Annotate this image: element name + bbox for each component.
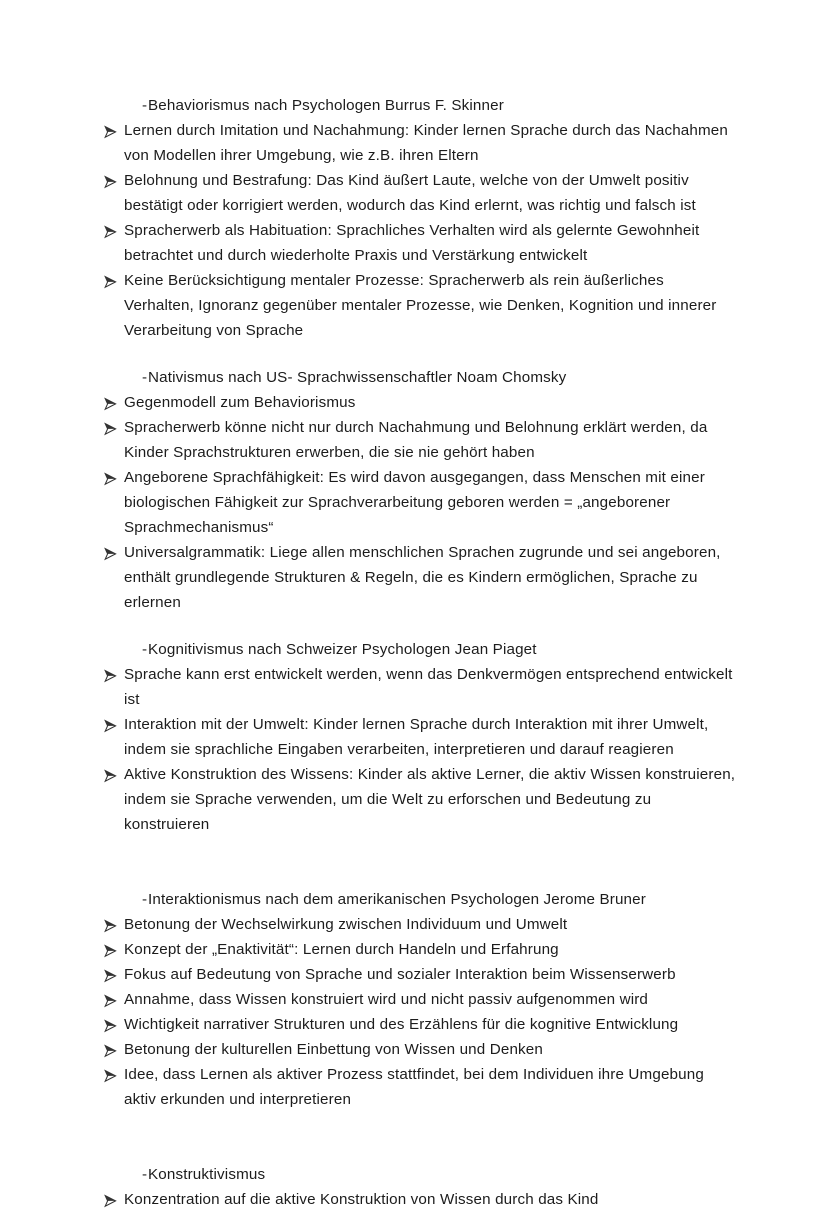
list-item-text: Konzentration auf die aktive Konstruktion von Wissen durch das Kind [124, 1191, 599, 1208]
arrowhead-bullet-icon [96, 269, 124, 288]
hyphen-bullet-icon: - [142, 97, 148, 114]
list-item-text: Idee, dass Lernen als aktiver Prozess stattfindet, bei dem Individuen ihre Umgebung aktiv erkunden und interpretieren [124, 1066, 704, 1108]
hyphen-bullet-icon: - [142, 1166, 148, 1183]
list-item-text: Interaktion mit der Umwelt: Kinder lernen Sprache durch Interaktion mit ihrer Umwelt, indem sie sprachliche Eingaben verarbeiten, interpretieren und darauf reagieren [124, 716, 709, 758]
list-item-text: Universalgrammatik: Liege allen menschlichen Sprachen zugrunde und sei angeboren, enthält grundlegende Strukturen & Regeln, die es Kindern ermöglichen, Sprache zu erlernen [124, 544, 721, 611]
list-item-text: Belohnung und Bestrafung: Das Kind äußert Laute, welche von der Umwelt positiv bestätigt oder korrigiert werden, wodurch das Kind erlernt, was richtig und falsch ist [124, 172, 696, 214]
section-heading-label: Konstruktivismus [148, 1166, 266, 1183]
list-item [96, 962, 736, 987]
arrowhead-bullet-icon [96, 466, 124, 485]
bullet-list-nativismus [96, 390, 736, 615]
section-heading-label: Kognitivismus nach Schweizer Psychologen Jean Piaget [148, 641, 537, 658]
list-item-text: Aktive Konstruktion des Wissens: Kinder als aktive Lerner, die aktiv Wissen konstruieren, indem sie Sprache verwenden, um die Welt zu erforschen und Bedeutung zu konstruieren [124, 766, 736, 833]
arrowhead-bullet-icon [96, 119, 124, 138]
list-item [96, 465, 736, 540]
section-heading-konstruktivismus [96, 1162, 736, 1187]
section-heading-kognitivismus [96, 637, 736, 662]
hyphen-bullet-icon: - [142, 369, 148, 386]
list-item-text: Keine Berücksichtigung mentaler Prozesse: Spracherwerb als rein äußerliches Verhalten, Ignoranz gegenüber mentaler Prozesse, wie Denken, Kognition und innerer Verarbeitung von Sprache [124, 272, 717, 339]
bullet-list-konstruktivismus [96, 1187, 736, 1212]
list-item [96, 912, 736, 937]
list-item-text: Betonung der Wechselwirkung zwischen Individuum und Umwelt [124, 916, 568, 933]
section-kognitivismus [96, 637, 736, 837]
list-item-text: Annahme, dass Wissen konstruiert wird und nicht passiv aufgenommen wird [124, 991, 649, 1008]
arrowhead-bullet-icon [96, 1063, 124, 1082]
section-heading-behaviorismus [96, 93, 736, 118]
list-item-text: Gegenmodell zum Behaviorismus [124, 394, 356, 411]
list-item [96, 390, 736, 415]
arrowhead-bullet-icon [96, 763, 124, 782]
list-item [96, 987, 736, 1012]
section-heading-interaktionismus [96, 887, 736, 912]
arrowhead-bullet-icon [96, 938, 124, 957]
bullet-list-behaviorismus [96, 118, 736, 343]
arrowhead-bullet-icon [96, 219, 124, 238]
list-item-text: Sprache kann erst entwickelt werden, wenn das Denkvermögen entsprechend entwickelt ist [124, 666, 733, 708]
list-item [96, 168, 736, 218]
list-item [96, 1037, 736, 1062]
list-item [96, 662, 736, 712]
bullet-list-kognitivismus [96, 662, 736, 837]
arrowhead-bullet-icon [96, 988, 124, 1007]
list-item-text: Konzept der „Enaktivität“: Lernen durch Handeln und Erfahrung [124, 941, 559, 958]
arrowhead-bullet-icon [96, 541, 124, 560]
hyphen-bullet-icon: - [142, 641, 148, 658]
arrowhead-bullet-icon [96, 169, 124, 188]
list-item-text: Lernen durch Imitation und Nachahmung: Kinder lernen Sprache durch das Nachahmen von Modellen ihrer Umgebung, wie z.B. ihren Eltern [124, 122, 728, 164]
list-item-text: Fokus auf Bedeutung von Sprache und sozialer Interaktion beim Wissenserwerb [124, 966, 676, 983]
bullet-list-interaktionismus [96, 912, 736, 1112]
section-nativismus [96, 365, 736, 615]
arrowhead-bullet-icon [96, 713, 124, 732]
arrowhead-bullet-icon [96, 663, 124, 682]
list-item-text: Spracherwerb als Habituation: Sprachliches Verhalten wird als gelernte Gewohnheit betrachtet und durch wiederholte Praxis und Verstärkung entwickelt [124, 222, 700, 264]
section-spacer [96, 615, 736, 637]
arrowhead-bullet-icon [96, 1038, 124, 1057]
list-item [96, 268, 736, 343]
list-item-text: Wichtigkeit narrativer Strukturen und des Erzählens für die kognitive Entwicklung [124, 1016, 679, 1033]
list-item-text: Spracherwerb könne nicht nur durch Nachahmung und Belohnung erklärt werden, da Kinder Sprachstrukturen erwerben, die sie nie gehört haben [124, 419, 708, 461]
arrowhead-bullet-icon [96, 1013, 124, 1032]
section-konstruktivismus [96, 1162, 736, 1212]
list-item [96, 712, 736, 762]
list-item [96, 218, 736, 268]
document-body [96, 93, 736, 1212]
section-behaviorismus [96, 93, 736, 343]
section-heading-label: Interaktionismus nach dem amerikanischen Psychologen Jerome Bruner [148, 891, 646, 908]
section-heading-label: Behaviorismus nach Psychologen Burrus F. Skinner [148, 97, 504, 114]
section-heading-nativismus [96, 365, 736, 390]
section-heading-label: Nativismus nach US- Sprachwissenschaftler Noam Chomsky [148, 369, 567, 386]
list-item [96, 937, 736, 962]
list-item [96, 762, 736, 837]
arrowhead-bullet-icon [96, 391, 124, 410]
list-item [96, 1012, 736, 1037]
arrowhead-bullet-icon [96, 1188, 124, 1207]
arrowhead-bullet-icon [96, 913, 124, 932]
list-item [96, 415, 736, 465]
list-item [96, 118, 736, 168]
list-item [96, 540, 736, 615]
list-item-text: Betonung der kulturellen Einbettung von Wissen und Denken [124, 1041, 543, 1058]
section-interaktionismus [96, 887, 736, 1112]
section-spacer [96, 343, 736, 365]
section-spacer [96, 837, 736, 887]
section-spacer [96, 1112, 736, 1162]
list-item-text: Angeborene Sprachfähigkeit: Es wird davon ausgegangen, dass Menschen mit einer biologischen Fähigkeit zur Sprachverarbeitung geboren werden = „angeborener Sprachmechanismus“ [124, 469, 705, 536]
arrowhead-bullet-icon [96, 963, 124, 982]
list-item [96, 1062, 736, 1112]
list-item [96, 1187, 736, 1212]
hyphen-bullet-icon: - [142, 891, 148, 908]
arrowhead-bullet-icon [96, 416, 124, 435]
